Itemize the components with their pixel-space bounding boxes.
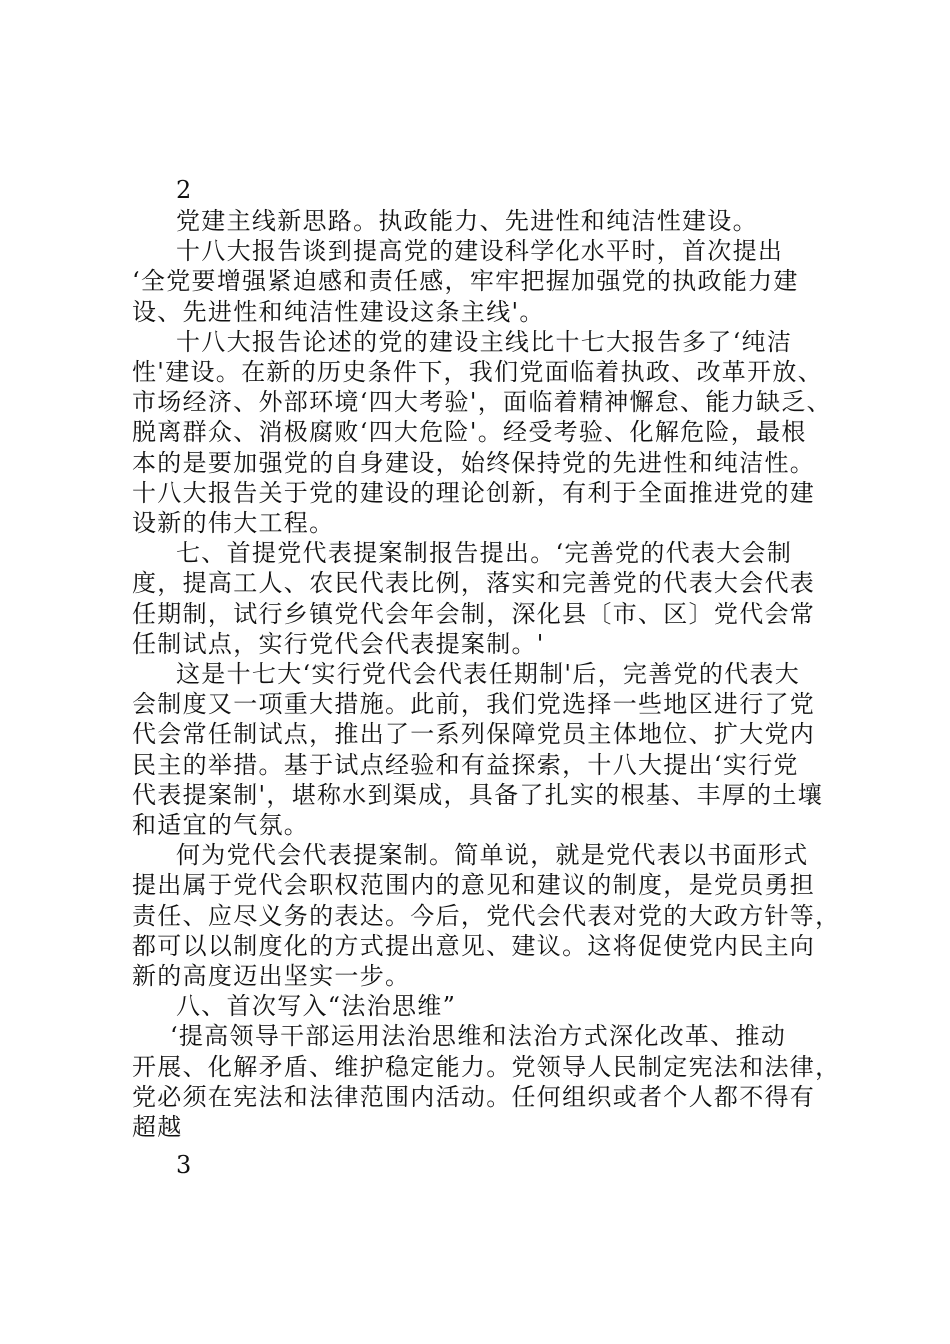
- text-line: 何为党代会代表提案制。简单说，就是党代表以书面形式: [176, 841, 809, 870]
- text-line: 代会常任制试点，推出了一系列保障党员主体地位、扩大党内: [132, 720, 816, 749]
- text-line: 市场经济、外部环境‘四大考验'，面临着精神懈怠、能力缺乏、: [132, 388, 832, 417]
- text-line: 提出属于党代会职权范围内的意见和建议的制度，是党员勇担: [132, 871, 816, 900]
- text-line: 超越: [132, 1113, 183, 1141]
- text-line: 任制试点，实行党代会代表提案制。': [132, 629, 545, 658]
- text-line: 本的是要加强党的自身建设，始终保持党的先进性和纯洁性。: [132, 448, 816, 477]
- text-line: 八、首次写入“法治思维”: [176, 992, 457, 1021]
- text-line: 设新的伟大工程。: [132, 509, 335, 537]
- text-line: 设、先进性和纯洁性建设这条主线'。: [132, 297, 545, 326]
- text-line: ‘提高领导干部运用法治思维和法治方式深化改革、推动: [170, 1022, 787, 1051]
- text-line: 开展、化解矛盾、维护稳定能力。党领导人民制定宪法和法律，: [132, 1052, 841, 1081]
- text-line: 会制度又一项重大措施。此前，我们党选择一些地区进行了党: [132, 690, 816, 719]
- page-number-top: 2: [176, 176, 192, 204]
- text-line: 责任、应尽义务的表达。今后，党代会代表对党的大政方针等，: [132, 901, 841, 930]
- text-line: 和适宜的气氛。: [132, 811, 310, 839]
- text-line: 代表提案制'，堪称水到渠成，具备了扎实的根基、丰厚的土壤: [132, 780, 823, 809]
- text-line: 十八大报告关于党的建设的理论创新，有利于全面推进党的建: [132, 478, 816, 507]
- text-line: 都可以以制度化的方式提出意见、建议。这将促使党内民主向: [132, 931, 816, 960]
- text-line: 十八大报告论述的党的建设主线比十七大报告多了‘纯洁: [176, 327, 793, 356]
- text-line: 脱离群众、消极腐败‘四大危险'。经受考验、化解危险，最根: [132, 418, 807, 447]
- text-line: 性'建设。在新的历史条件下，我们党面临着执政、改革开放、: [132, 358, 823, 386]
- page-number-bottom: 3: [176, 1151, 192, 1179]
- text-line: ‘全党要增强紧迫感和责任感，牢牢把握加强党的执政能力建: [132, 267, 799, 296]
- text-line: 七、首提党代表提案制报告提出。‘完善党的代表大会制: [176, 539, 793, 568]
- text-line: 党必须在宪法和法律范围内活动。任何组织或者个人都不得有: [132, 1082, 816, 1111]
- text-line: 这是十七大‘实行党代会代表任期制'后，完善党的代表大: [176, 660, 801, 688]
- text-line: 民主的举措。基于试点经验和有益探索，十八大提出‘实行党: [132, 750, 799, 779]
- text-line: 新的高度迈出坚实一步。: [132, 962, 411, 990]
- text-line: 党建主线新思路。执政能力、先进性和纯洁性建设。: [176, 207, 758, 235]
- text-line: 度，提高工人、农民代表比例，落实和完善党的代表大会代表: [132, 569, 816, 598]
- text-line: 十八大报告谈到提高党的建设科学化水平时，首次提出: [176, 237, 784, 266]
- text-line: 任期制，试行乡镇党代会年会制，深化县〔市、区〕党代会常: [132, 599, 816, 628]
